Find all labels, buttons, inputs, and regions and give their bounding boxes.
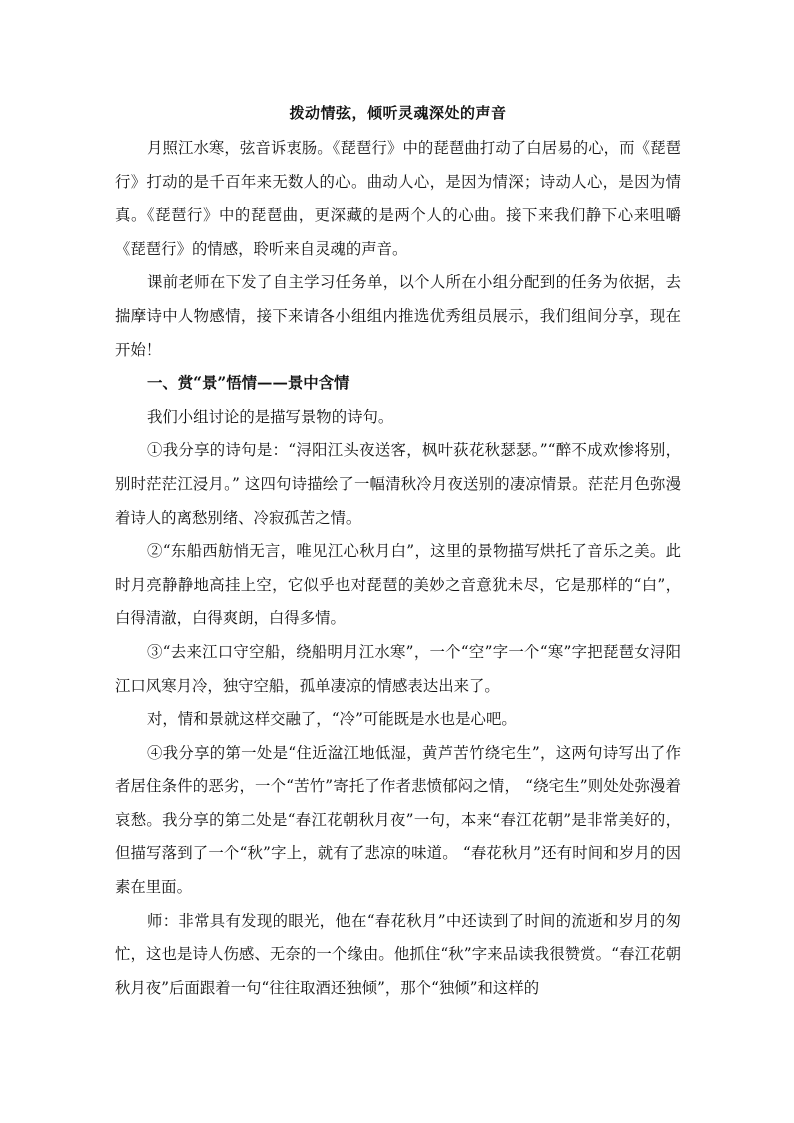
section-paragraph-4: ③“去来江口守空船，绕船明月江水寒”，一个“空”字一个“寒”字把琵琶女浔阳江口风寒月冷，独守空船，孤单凄凉的情感表达出来了。	[115, 642, 681, 695]
section-paragraph-2: ①我分享的诗句是：“浔阳江头夜送客，枫叶荻花秋瑟瑟。”“醉不成欢惨将别，别时茫茫江浸月。” 这四句诗描绘了一幅清秋冷月夜送别的凄凉情景。茫茫月色弥漫着诗人的离愁别绪、冷寂孤苦之情。	[115, 441, 681, 527]
section-paragraph-7: 师：非常具有发现的眼光，他在“春花秋月”中还读到了时间的流逝和岁月的匆忙，这也是诗人伤感、无奈的一个缘由。他抓住“秋”字来品读我很赞赏。“春江花朝秋月夜”后面跟着一句“往往取酒还独倾”，那个“独倾”和这样的	[115, 911, 681, 997]
intro-paragraph-2: 课前老师在下发了自主学习任务单，以个人所在小组分配到的任务为依据，去揣摩诗中人物感情，接下来请各小组组内推选优秀组员展示，我们组间分享，现在开始！	[115, 273, 681, 359]
section-paragraph-6: ④我分享的第一处是“住近湓江地低湿，黄芦苦竹绕宅生”，这两句诗写出了作者居住条件的恶劣，一个“苦竹”寄托了作者悲愤郁闷之情， “绕宅生”则处处弥漫着哀愁。我分享的第二处是“春江花朝秋月夜”一句，本来“春江花朝”是非常美好的，但描写落到了一个“秋”字上，就有了悲凉的味道。 “春花秋月”还有时间和岁月的因素在里面。	[115, 743, 681, 897]
intro-paragraph-1: 月照江水寒，弦音诉衷肠。《琵琶行》中的琵琶曲打动了白居易的心，而《琵琶行》打动的是千百年来无数人的心。曲动人心，是因为情深；诗动人心，是因为情真。《琵琶行》中的琵琶曲，更深藏的是两个人的心曲。接下来我们静下心来咀嚼《琵琶行》的情感，聆听来自灵魂的声音。	[115, 139, 681, 258]
document-page	[115, 96, 681, 1005]
section-paragraph-5: 对，情和景就这样交融了，“冷”可能既是水也是心吧。	[147, 710, 517, 729]
section-heading: 一、赏“景”悟情——景中含情	[147, 374, 350, 393]
section-paragraph-1: 我们小组讨论的是描写景物的诗句。	[147, 407, 394, 426]
document-title: 拨动情弦，倾听灵魂深处的声音	[289, 104, 507, 122]
section-paragraph-3: ②“东船西舫悄无言，唯见江心秋月白”，这里的景物描写烘托了音乐之美。此时月亮静静地高挂上空，它似乎也对琵琶的美妙之音意犹未尽，它是那样的“白”，白得清澈，白得爽朗，白得多情。	[115, 542, 681, 628]
